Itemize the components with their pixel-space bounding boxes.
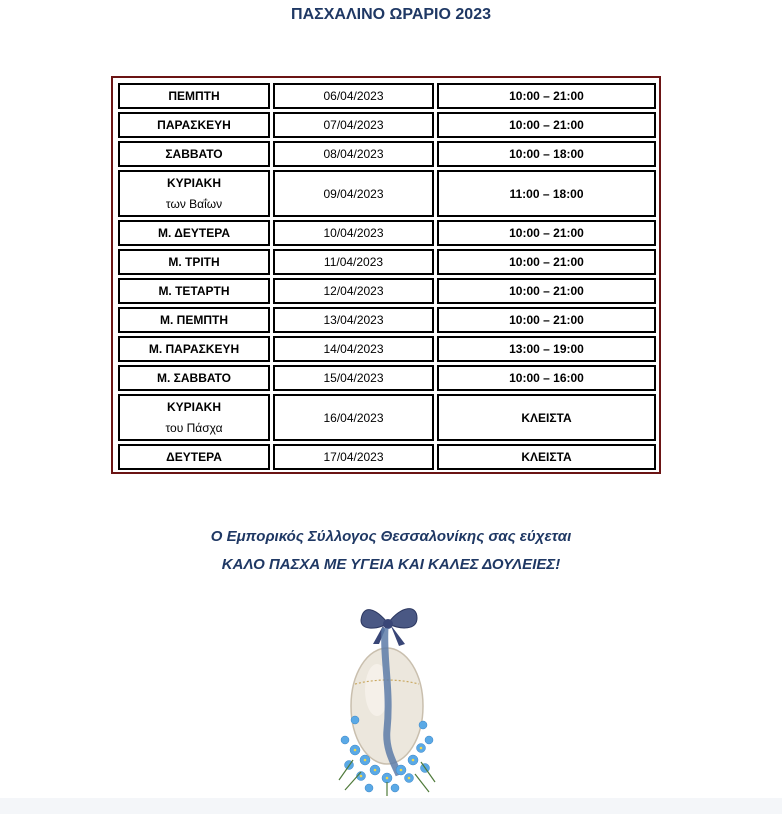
table-row — [118, 83, 656, 109]
hours-cell: 10:00 – 21:00 — [437, 112, 656, 138]
table-row — [118, 444, 656, 470]
table-row — [118, 170, 656, 217]
day-label: Μ. ΠΑΡΑΣΚΕΥΗ — [148, 341, 240, 356]
hours-cell: 11:00 – 18:00 — [437, 170, 656, 217]
date-cell: 14/04/2023 — [273, 336, 434, 362]
day-cell — [118, 141, 270, 167]
day-cell — [118, 365, 270, 391]
day-label: ΚΥΡΙΑΚΗ — [166, 175, 221, 190]
date-cell: 06/04/2023 — [273, 83, 434, 109]
day-cell — [118, 83, 270, 109]
day-cell — [118, 278, 270, 304]
table-row — [118, 141, 656, 167]
hours-cell: 13:00 – 19:00 — [437, 336, 656, 362]
day-sublabel: του Πάσχα — [165, 420, 223, 435]
table-row — [118, 278, 656, 304]
date-cell: 07/04/2023 — [273, 112, 434, 138]
day-label: Μ. ΔΕΥΤΕΡΑ — [158, 225, 230, 240]
table-row — [118, 249, 656, 275]
hours-cell: ΚΛΕΙΣΤΑ — [437, 394, 656, 441]
date-cell: 12/04/2023 — [273, 278, 434, 304]
day-label: ΠΑΡΑΣΚΕΥΗ — [157, 117, 231, 132]
greeting-line-2: ΚΑΛΟ ΠΑΣΧΑ ΜΕ ΥΓΕΙΑ ΚΑΙ ΚΑΛΕΣ ΔΟΥΛΕΙΕΣ! — [221, 556, 561, 573]
day-cell — [118, 170, 270, 217]
day-cell — [118, 249, 270, 275]
day-label: Μ. ΠΕΜΠΤΗ — [160, 312, 228, 327]
page-title: ΠΑΣΧΑΛΙΝΟ ΩΡΑΡΙΟ 2023 — [291, 6, 491, 23]
easter-egg-illustration — [325, 600, 450, 800]
table-row — [118, 112, 656, 138]
day-label: ΠΕΜΠΤΗ — [168, 88, 220, 103]
day-sublabel: των Βαΐων — [165, 196, 223, 211]
day-cell — [118, 220, 270, 246]
table-row — [118, 220, 656, 246]
hours-cell: 10:00 – 21:00 — [437, 83, 656, 109]
date-cell: 15/04/2023 — [273, 365, 434, 391]
date-cell: 09/04/2023 — [273, 170, 434, 217]
day-cell — [118, 112, 270, 138]
day-label: ΣΑΒΒΑΤΟ — [165, 146, 223, 161]
hours-cell: 10:00 – 21:00 — [437, 278, 656, 304]
date-cell: 08/04/2023 — [273, 141, 434, 167]
table-row — [118, 394, 656, 441]
hours-cell: 10:00 – 21:00 — [437, 307, 656, 333]
date-cell: 11/04/2023 — [273, 249, 434, 275]
hours-cell: 10:00 – 16:00 — [437, 365, 656, 391]
hours-cell: 10:00 – 18:00 — [437, 141, 656, 167]
day-cell — [118, 444, 270, 470]
hours-cell: 10:00 – 21:00 — [437, 220, 656, 246]
hours-cell: 10:00 – 21:00 — [437, 249, 656, 275]
day-label: ΚΥΡΙΑΚΗ — [166, 399, 221, 414]
date-cell: 16/04/2023 — [273, 394, 434, 441]
day-cell — [118, 307, 270, 333]
day-cell — [118, 394, 270, 441]
day-label: Μ. ΤΕΤΑΡΤΗ — [158, 283, 230, 298]
easter-egg-icon — [325, 600, 450, 800]
date-cell: 17/04/2023 — [273, 444, 434, 470]
footer-strip — [0, 798, 782, 814]
date-cell: 10/04/2023 — [273, 220, 434, 246]
day-label: Μ. ΤΡΙΤΗ — [168, 254, 220, 269]
table-row — [118, 336, 656, 362]
day-label: Μ. ΣΑΒΒΑΤΟ — [157, 370, 231, 385]
table-row — [118, 307, 656, 333]
day-label: ΔΕΥΤΕΡΑ — [166, 449, 222, 464]
day-cell — [118, 336, 270, 362]
schedule-table-frame — [111, 76, 661, 474]
greeting-line-1: Ο Εμπορικός Σύλλογος Θεσσαλονίκης σας εύχεται — [210, 528, 572, 545]
date-cell: 13/04/2023 — [273, 307, 434, 333]
table-row — [118, 365, 656, 391]
hours-cell: ΚΛΕΙΣΤΑ — [437, 444, 656, 470]
schedule-table — [115, 80, 659, 473]
